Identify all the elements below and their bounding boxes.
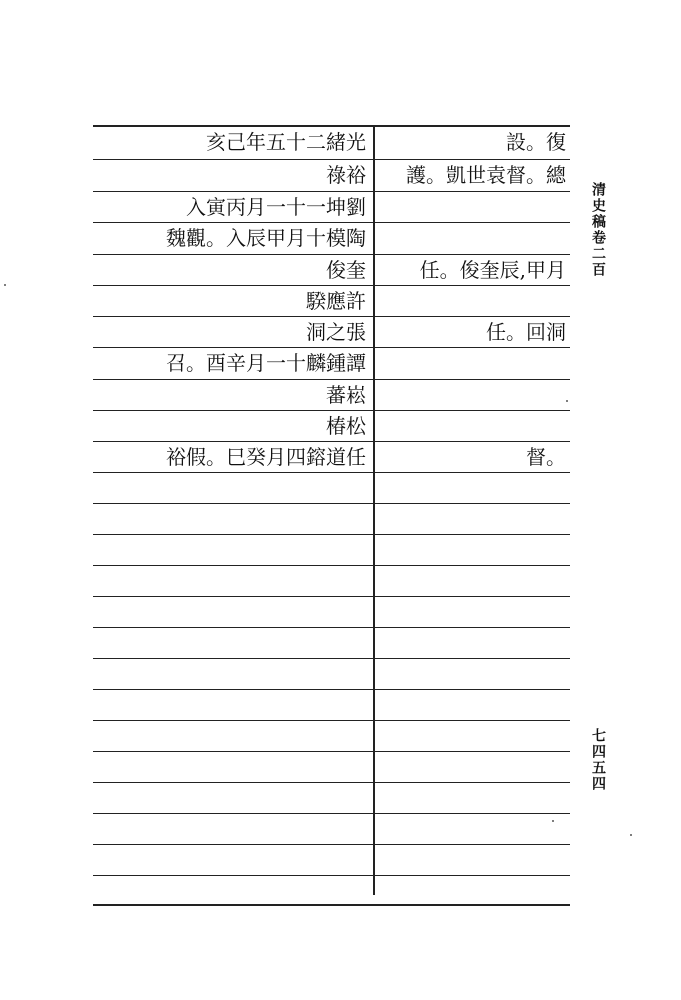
row-rule [93, 503, 570, 504]
table-cell-right: 督。 [526, 445, 566, 469]
scan-speck [566, 400, 568, 402]
scan-speck [4, 284, 6, 286]
table-cell-left: 裕假。巳癸月四鎔道任 [166, 445, 366, 469]
row-rule [93, 844, 570, 845]
table-cell-right [380, 192, 566, 222]
row-rule [93, 720, 570, 721]
table-cell-left: 椿松 [326, 414, 366, 438]
row-rule [93, 565, 570, 566]
row-rule [93, 813, 570, 814]
row-rule [93, 534, 570, 535]
row-rule [93, 782, 570, 783]
table-cell-right: 設。復 [506, 130, 566, 154]
table-cell-left: 亥己年五十二緒光 [206, 130, 366, 154]
table-cell-right [380, 348, 566, 378]
table-cell-left: 魏觀。入辰甲月十模陶 [166, 226, 366, 250]
table-bottom-rule [93, 904, 570, 906]
table-cell-left: 騤應許 [306, 289, 366, 313]
row-rule [93, 627, 570, 628]
table-cell-right [380, 223, 566, 253]
table-cell-left: 入寅丙月一十一坤劉 [186, 195, 366, 219]
table-cell-right: 任。回洞 [486, 320, 566, 344]
scan-speck [630, 834, 632, 836]
row-rule [93, 875, 570, 876]
table-cell-right [380, 411, 566, 441]
table-cell-left: 俊奎 [326, 258, 366, 282]
page-number: 七四五四 [590, 728, 606, 792]
row-rule [93, 689, 570, 690]
row-rule [93, 658, 570, 659]
table-cell-left: 祿裕 [326, 163, 366, 187]
table-cell-right: 任。俊奎辰,甲月 [419, 258, 566, 282]
row-rule [93, 596, 570, 597]
table-cell-right [380, 286, 566, 316]
table-cell-left: 蕃崧 [326, 383, 366, 407]
table-cell-right: 護。凱世袁督。總 [406, 163, 566, 187]
column-divider [373, 125, 375, 895]
row-rule [93, 751, 570, 752]
row-rule [93, 472, 570, 473]
table-cell-left: 召。酉辛月一十麟鍾譚 [166, 351, 366, 375]
scan-speck [552, 820, 554, 822]
table-cell-right [380, 380, 566, 410]
table-cell-left: 洞之張 [306, 320, 366, 344]
running-header: 清史稿卷二百 [590, 182, 606, 278]
